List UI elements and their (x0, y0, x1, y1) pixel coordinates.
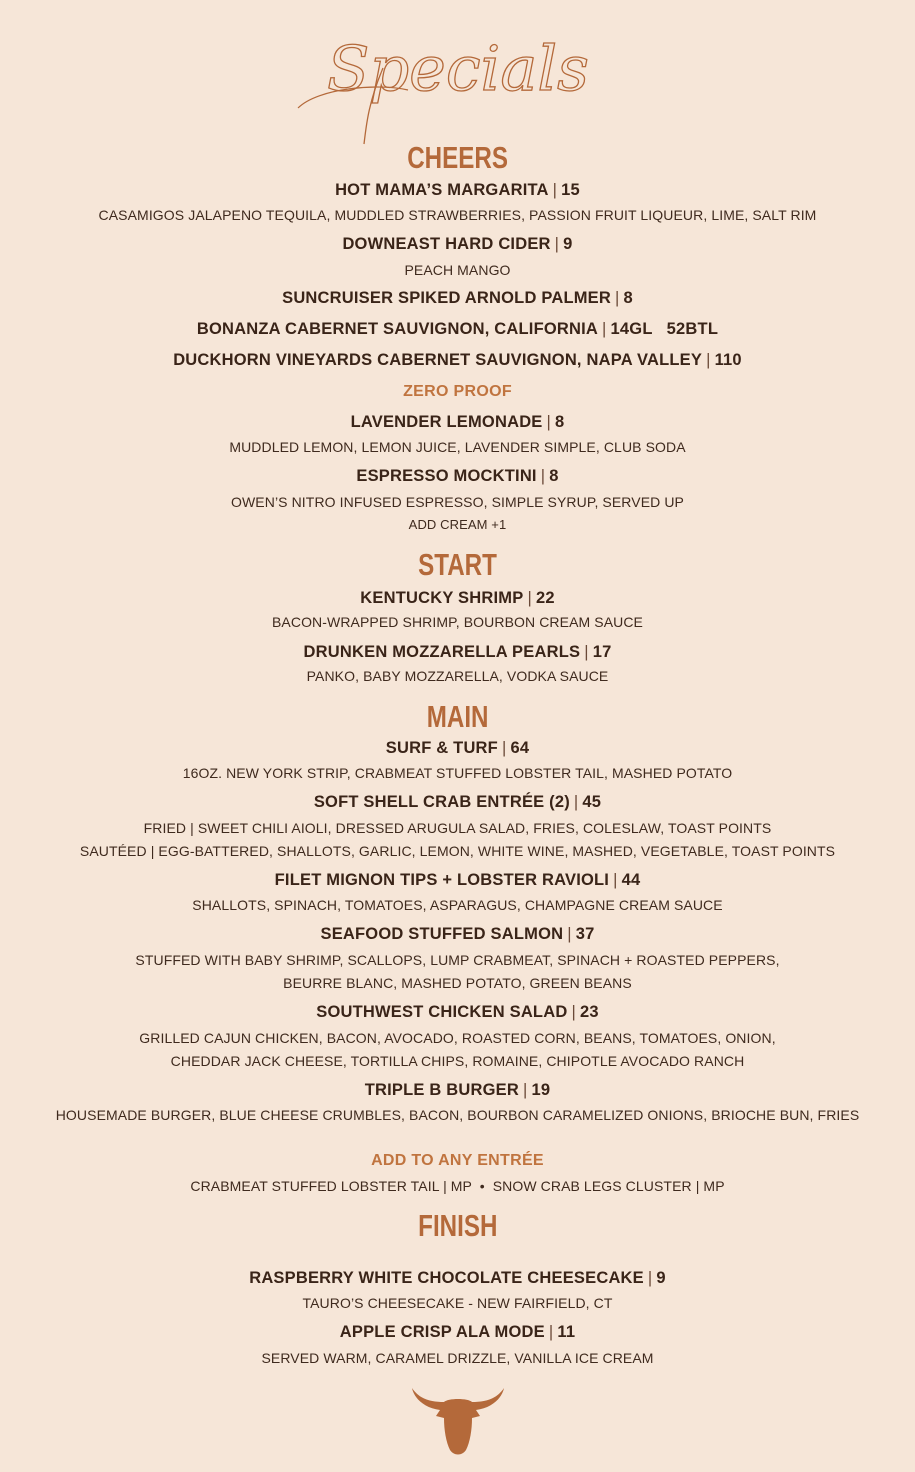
menu-item-name: HOT MAMA’S MARGARITA | 15 (335, 181, 580, 199)
cheers-heading-row (0, 140, 915, 176)
menu-item-name: SEAFOOD STUFFED SALMON | 37 (320, 925, 595, 943)
menu-item-name: TRIPLE B BURGER | 19 (364, 1081, 551, 1099)
menu-item-desc: CASAMIGOS JALAPENO TEQUILA, MUDDLED STRAWBERRIES, PASSION FRUIT LIQUEUR, LIME, SALT RIM (98, 207, 817, 223)
menu-item-desc: HOUSEMADE BURGER, BLUE CHEESE CRUMBLES, BACON, BOURBON CARAMELIZED ONIONS, BRIOCHE BUN, FRIES (55, 1107, 860, 1123)
menu-item-desc: SHALLOTS, SPINACH, TOMATOES, ASPARAGUS, CHAMPAGNE CREAM SAUCE (192, 897, 723, 913)
add-on-heading: ADD TO ANY ENTRÉE (371, 1152, 544, 1169)
menu-item-name: SUNCRUISER SPIKED ARNOLD PALMER | 8 (282, 289, 633, 307)
menu-item-addon: ADD CREAM +1 (408, 517, 507, 532)
menu-item-name: DUCKHORN VINEYARDS CABERNET SAUVIGNON, NAPA VALLEY | 110 (173, 351, 742, 369)
zero-proof-heading: ZERO PROOF (403, 383, 512, 400)
menu-item-name: SOFT SHELL CRAB ENTRÉE (2) | 45 (313, 793, 602, 811)
menu-item-desc: 16OZ. NEW YORK STRIP, CRABMEAT STUFFED LOBSTER TAIL, MASHED POTATO (182, 765, 733, 781)
menu-item-desc: PEACH MANGO (404, 262, 511, 278)
specials-script-title (288, 28, 628, 148)
menu-item-desc: PANKO, BABY MOZZARELLA, VODKA SAUCE (306, 668, 609, 684)
menu-item-name: BONANZA CABERNET SAUVIGNON, CALIFORNIA | 14GL 52BTL (196, 320, 719, 338)
menu-item-name: DOWNEAST HARD CIDER | 9 (342, 235, 573, 253)
start-heading-row (0, 547, 915, 583)
menu-item-name: DRUNKEN MOZZARELLA PEARLS | 17 (303, 643, 612, 661)
menu-item-name: RASPBERRY WHITE CHOCOLATE CHEESECAKE | 9 (249, 1269, 666, 1287)
menu-item-desc: STUFFED WITH BABY SHRIMP, SCALLOPS, LUMP CRABMEAT, SPINACH + ROASTED PEPPERS, (135, 952, 780, 968)
menu-item-desc: SAUTÉED | EGG-BATTERED, SHALLOTS, GARLIC, LEMON, WHITE WINE, MASHED, VEGETABLE, TOAST POINTS (79, 843, 836, 859)
menu-item-name: ESPRESSO MOCKTINI | 8 (356, 467, 559, 485)
finish-heading-row (0, 1208, 915, 1244)
section-title-main: MAIN (426, 699, 489, 734)
menu-item-desc: OWEN’S NITRO INFUSED ESPRESSO, SIMPLE SYRUP, SERVED UP (231, 494, 684, 510)
menu-item-name: APPLE CRISP ALA MODE | 11 (339, 1323, 576, 1341)
menu-item-name: SOUTHWEST CHICKEN SALAD | 23 (316, 1003, 599, 1021)
menu-item-name: LAVENDER LEMONADE | 8 (350, 413, 565, 431)
section-title-cheers: CHEERS (407, 140, 508, 175)
menu-item-desc: GRILLED CAJUN CHICKEN, BACON, AVOCADO, ROASTED CORN, BEANS, TOMATOES, ONION, (139, 1030, 776, 1046)
title-text: Specials (326, 32, 589, 105)
menu-item-name: SURF & TURF | 64 (385, 739, 530, 757)
longhorn-bull-icon (410, 1386, 506, 1456)
menu-item-desc: MUDDLED LEMON, LEMON JUICE, LAVENDER SIMPLE, CLUB SODA (229, 439, 686, 455)
menu-item-desc: BACON-WRAPPED SHRIMP, BOURBON CREAM SAUCE (271, 614, 643, 630)
menu-item-desc: TAURO’S CHEESECAKE - NEW FAIRFIELD, CT (302, 1295, 613, 1311)
menu-item-desc: CHEDDAR JACK CHEESE, TORTILLA CHIPS, ROMAINE, CHIPOTLE AVOCADO RANCH (170, 1053, 745, 1069)
menu-item-name: KENTUCKY SHRIMP | 22 (360, 589, 555, 607)
menu-item-name: FILET MIGNON TIPS + LOBSTER RAVIOLI | 44 (274, 871, 641, 889)
menu-item-desc: SERVED WARM, CARAMEL DRIZZLE, VANILLA ICE CREAM (261, 1350, 654, 1366)
add-on-text: CRABMEAT STUFFED LOBSTER TAIL | MP • SNOW CRAB LEGS CLUSTER | MP (190, 1178, 725, 1194)
specials-title (0, 28, 915, 148)
main-heading-row (0, 699, 915, 735)
section-title-start: START (418, 547, 497, 582)
menu-item-desc: BEURRE BLANC, MASHED POTATO, GREEN BEANS (283, 975, 632, 991)
section-title-finish: FINISH (417, 1208, 498, 1243)
menu-item-desc: FRIED | SWEET CHILI AIOLI, DRESSED ARUGULA SALAD, FRIES, COLESLAW, TOAST POINTS (143, 820, 772, 836)
